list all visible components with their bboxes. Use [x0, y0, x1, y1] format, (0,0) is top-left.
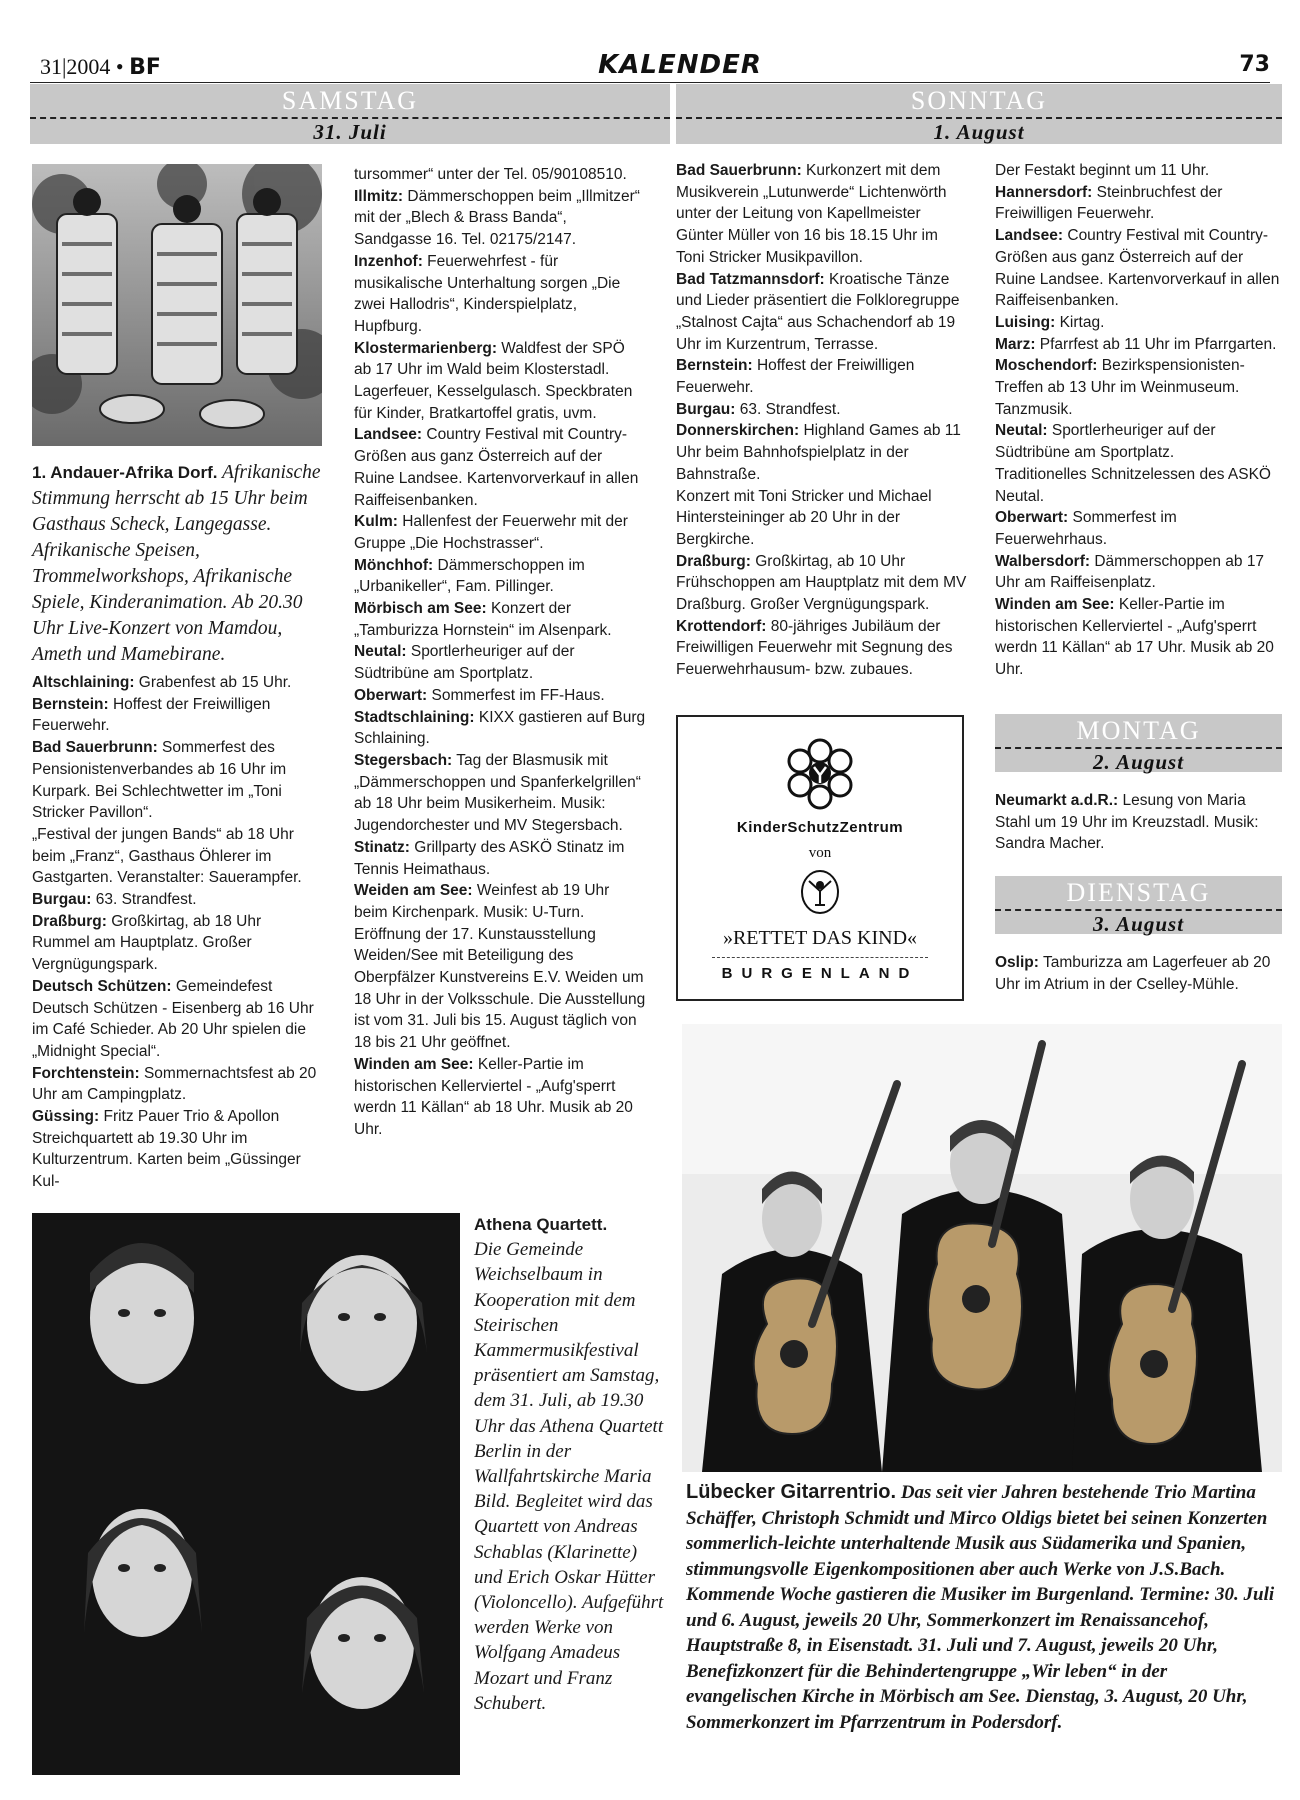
entry-text: tursommer“ unter der Tel. 05/90108510.	[354, 166, 627, 183]
entry-text: „Festival der jungen Bands“ ab 18 Uhr beim „Franz“, Gasthaus Öhlerer im Gastgarten. Veranstalter: Sauerampfer.	[32, 825, 302, 887]
entry-text: Sommerfest im Feuerwehrhaus.	[995, 509, 1177, 548]
entry-text: Weinfest ab 19 Uhr beim Kirchenpark. Musik: U-Turn. Eröffnung der 17. Kunstausstellung Weiden/See mit Beteiligung des Oberpfälzer Kunstvereins E.V. Weiden um 18 Uhr in der Volksschule. Die Ausstellung ist vom 31. Juli bis 15. August täglich von 18 bis 21 Uhr geöffnet.	[354, 882, 646, 1052]
calendar-entry	[354, 837, 646, 880]
caption-title: 1. Andauer-Afrika Dorf.	[32, 463, 218, 482]
entry-place: Hannersdorf:	[995, 183, 1093, 201]
calendar-entry	[995, 594, 1282, 681]
entry-text: Sportlerheuriger auf der Südtribüne am Sportplatz.	[354, 643, 575, 683]
banner-day: MONTAG	[1076, 716, 1201, 745]
entry-text: Kirtag.	[1055, 313, 1105, 331]
calendar-column-sonntag-2	[995, 160, 1282, 681]
entry-text: Tamburizza am Lagerfeuer ab 20 Uhr im Atrium in der Cselley-Mühle.	[995, 954, 1271, 993]
section-title: KALENDER	[598, 50, 762, 80]
calendar-entry	[354, 555, 646, 598]
entry-place: Neutal:	[995, 422, 1048, 440]
entry-text: Fritz Pauer Trio & Apollon Streichquartett ab 19.30 Uhr im Kulturzentrum. Karten beim „Güssinger Kul-	[32, 1108, 301, 1191]
calendar-entry	[32, 824, 322, 889]
entry-text: Großkirtag, ab 10 Uhr Frühschoppen am Hauptplatz mit dem MV Draßburg. Großer Vergnügungspark.	[676, 552, 967, 614]
banner-day: DIENSTAG	[1066, 878, 1211, 907]
calendar-entry	[995, 790, 1282, 855]
calendar-entry	[354, 164, 646, 186]
entry-place: Krottendorf:	[676, 617, 767, 635]
entry-text: Gemeindefest Deutsch Schützen - Eisenberg ab 16 Uhr im Café Schieder. Ab 20 Uhr spielen die „Midnight Special“.	[32, 977, 314, 1060]
day-banner-sonntag	[676, 84, 1282, 144]
calendar-entry	[354, 251, 646, 338]
banner-date: 3. August	[1092, 912, 1185, 936]
entry-place: Altschlaining:	[32, 674, 135, 691]
entry-place: Oberwart:	[995, 509, 1069, 527]
afrika-dorf-photo	[32, 164, 322, 446]
entry-text: Sommerfest im FF-Haus.	[427, 686, 605, 704]
calendar-entry	[354, 1054, 646, 1141]
entry-text: Highland Games ab 11 Uhr beim Bahnhofspielplatz in der Bahnstraße.	[676, 422, 961, 483]
entry-place: Kulm:	[354, 513, 398, 531]
entry-text: Dämmerschoppen beim „Illmitzer“ mit der „Blech & Brass Banda“, Sandgasse 16. Tel. 02175/2147.	[354, 187, 640, 249]
entry-place: Mörbisch am See:	[354, 600, 487, 618]
calendar-entry	[676, 355, 968, 398]
calendar-entry	[995, 225, 1282, 312]
entry-text: Traditionelles Schnitzelessen des ASKÖ Neutal.	[995, 465, 1271, 505]
calendar-entry	[676, 616, 968, 681]
entry-place: Luising:	[995, 313, 1056, 331]
calendar-entry	[676, 160, 968, 269]
calendar-montag-entries	[995, 790, 1282, 855]
entry-text: Country Festival mit Country-Größen aus ganz Österreich auf der Ruine Landsee. Kartenvorverkauf in allen Raiffeisenbanken.	[995, 227, 1280, 310]
page-number: 73	[1239, 52, 1270, 77]
entry-place: Moschendorf:	[995, 357, 1098, 375]
calendar-entry	[32, 737, 322, 824]
entry-place: Winden am See:	[354, 1055, 474, 1073]
caption-title: Lübecker Gitarrentrio.	[686, 1481, 897, 1503]
calendar-entry	[995, 160, 1282, 182]
entry-place: Weiden am See:	[354, 882, 473, 900]
entry-place: Landsee:	[354, 426, 423, 444]
logo-org: »RETTET DAS KIND«	[722, 927, 918, 949]
entry-text: 63. Strandfest.	[735, 400, 841, 418]
entry-text: Der Festakt beginnt um 11 Uhr.	[995, 162, 1210, 179]
calendar-entry	[354, 685, 646, 707]
issue-number: 31|2004 • BF	[40, 54, 161, 80]
entry-place: Bernstein:	[676, 357, 753, 375]
banner-date: 31. Juli	[313, 120, 387, 144]
entry-text: 63. Strandfest.	[91, 891, 197, 909]
trio-caption	[686, 1480, 1276, 1735]
entry-place: Forchtenstein:	[32, 1064, 140, 1082]
calendar-entry	[995, 420, 1282, 463]
entry-text: Sommerfest des Pensionistenverbandes ab 16 Uhr im Kurpark. Bei Schlechtwetter im „Toni Stricker Pavillon“.	[32, 739, 287, 822]
entry-text: Dämmerschoppen ab 17 Uhr am Raiffeisenplatz.	[995, 552, 1265, 592]
entry-text: Hoffest der Freiwilligen Feuerwehr.	[676, 357, 915, 397]
calendar-entry	[995, 312, 1282, 334]
day-banner-samstag	[30, 84, 670, 144]
logo-region: BURGENLAND	[721, 965, 919, 982]
entry-place: Burgau:	[32, 891, 92, 909]
header-rule	[30, 82, 1270, 83]
entry-text: Lesung von Maria Stahl um 19 Uhr im Kreuzstadl. Musik: Sandra Macher.	[995, 792, 1259, 853]
entry-text: Dämmerschoppen im „Urbanikeller“, Fam. Pillinger.	[354, 556, 585, 596]
entry-text: Country Festival mit Country-Größen aus ganz Österreich auf der Ruine Landsee. Kartenvorverkauf in allen Raiffeisenbanken.	[354, 426, 639, 509]
calendar-entry	[32, 1106, 322, 1193]
entry-place: Burgau:	[676, 400, 736, 418]
entry-text: Sportlerheuriger auf der Südtribüne am Sportplatz.	[995, 422, 1216, 462]
calendar-entry	[995, 952, 1282, 995]
calendar-entry	[676, 551, 968, 616]
flower-logo-icon	[780, 735, 860, 815]
calendar-entry	[32, 672, 322, 694]
entry-text: Grabenfest ab 15 Uhr.	[134, 674, 292, 691]
entry-text: Hoffest der Freiwilligen Feuerwehr.	[32, 695, 271, 735]
entry-text: Kurkonzert mit dem Musikverein „Lutunwerde“ Lichtenwörth unter der Leitung von Kapellmeister Günter Müller von 16 bis 18.15 Uhr im Toni Stricker Musikpavillon.	[676, 162, 947, 266]
logo-von: von	[808, 845, 832, 861]
afrika-caption	[32, 460, 322, 668]
calendar-entry	[354, 338, 646, 425]
calendar-entry	[676, 420, 968, 485]
entry-place: Walbersdorf:	[995, 552, 1091, 570]
caption-text: Afrikanische Stimmung herrscht ab 15 Uhr beim Gasthaus Scheck, Langegasse. Afrikanische Speisen, Trommelworkshops, Afrikanische Spiele, Kinderanimation. Ab 20.30 Uhr Live-Konzert von Mamdou, Ameth und Mamebirane.	[32, 462, 321, 665]
banner-date: 1. August	[933, 120, 1025, 144]
entry-place: Deutsch Schützen:	[32, 977, 172, 995]
entry-text: Kroatische Tänze und Lieder präsentiert die Folkloregruppe „Stalnost Cajta“ aus Schachendorf ab 19 Uhr im Kurzentrum, Terrasse.	[676, 270, 960, 353]
calendar-entry	[32, 911, 322, 976]
entry-place: Oslip:	[995, 954, 1039, 971]
caption-title: Athena Quartett.	[474, 1215, 608, 1234]
entry-text: Tag der Blasmusik mit „Dämmerschoppen und Spanferkelgrillen“ ab 18 Uhr beim Musikerheim. Musik: Jugendorchester und MV Stegersbach.	[354, 751, 641, 835]
banner-date: 2. August	[1092, 750, 1185, 774]
entry-place: Stegersbach:	[354, 751, 453, 769]
entry-place: Oberwart:	[354, 686, 428, 704]
calendar-entry	[32, 1063, 322, 1106]
banner-day: SAMSTAG	[281, 86, 419, 115]
calendar-entry	[32, 976, 322, 1063]
entry-place: Stadtschlaining:	[354, 708, 475, 726]
logo-name: KinderSchutzZentrum	[736, 819, 904, 836]
caption-text: Das seit vier Jahren bestehende Trio Martina Schäffer, Christoph Schmidt und Mirco Oldigs bietet bei seinen Konzerten sommerlich-leichte unterhaltende Musik aus Südamerika und Spanien, stimmungsvolle Eigenkompositionen aber auch Werke von J.S.Bach. Kommende Woche gastieren die Musiker im Burgenland. Termine: 30. Juli und 6. August, jeweils 20 Uhr, Sommerkonzert im Renaissancehof, Hauptstraße 8, in Eisenstadt. 31. Juli und 7. August, jeweils 20 Uhr, Benefizkonzert für die Behindertengruppe „Wir leben“ in der evangelischen Kirche in Mörbisch am See. Dienstag, 3. August, 20 Uhr, Sommerkonzert im Pfarrzentrum in Podersdorf.	[686, 1482, 1275, 1733]
entry-text: Konzert mit Toni Stricker und Michael Hintersteininger ab 20 Uhr in der Bergkirche.	[676, 487, 932, 548]
entry-text: Großkirtag, ab 18 Uhr Rummel am Hauptplatz. Großer Vergnügungspark.	[32, 912, 262, 974]
entry-text: Waldfest der SPÖ ab 17 Uhr im Wald beim Klosterstadl. Lagerfeuer, Kesselgulasch. Speckbraten für Kinder, Bratkartoffel gratis, uvm.	[354, 339, 633, 422]
entry-place: Draßburg:	[676, 552, 751, 570]
calendar-column-sonntag-1	[676, 160, 968, 681]
calendar-dienstag-entries	[995, 952, 1282, 995]
entry-place: Donnerskirchen:	[676, 422, 800, 440]
entry-place: Illmitz:	[354, 187, 404, 205]
entry-place: Bernstein:	[32, 695, 109, 713]
calendar-entry	[676, 486, 968, 551]
calendar-entry	[354, 598, 646, 641]
entry-text: Konzert der „Tamburizza Hornstein“ im Alsenpark.	[354, 600, 612, 639]
calendar-entry	[995, 334, 1282, 356]
entry-text: Hallenfest der Feuerwehr mit der Gruppe „Die Hochstrasser“.	[354, 513, 628, 552]
calendar-entry	[354, 707, 646, 750]
entry-place: Winden am See:	[995, 596, 1115, 614]
entry-text: Keller-Partie im historischen Kellerviertel - „Aufg'sperrt werdn 11 Källan“ ab 18 Uhr. Musik ab 20 Uhr.	[354, 1055, 633, 1138]
day-banner-dienstag	[995, 876, 1282, 934]
entry-place: Güssing:	[32, 1108, 100, 1126]
calendar-entry	[354, 424, 646, 511]
athena-quartett-photo	[32, 1213, 460, 1775]
kinderschutzzentrum-ad	[676, 715, 964, 1001]
entry-text: Keller-Partie im historischen Kellerviertel - „Aufg'sperrt werdn 11 Källan“ ab 17 Uhr. Musik ab 20 Uhr.	[995, 596, 1274, 679]
calendar-entry	[995, 464, 1282, 507]
calendar-entry	[354, 880, 646, 1054]
banner-day: SONNTAG	[910, 86, 1048, 115]
entry-text: Grillparty des ASKÖ Stinatz im Tennis Heimathaus.	[354, 838, 625, 878]
entry-text: 80-jähriges Jubiläum der Freiwilligen Feuerwehr mit Segnung des Feuerwehrhausum- bzw. zubaues.	[676, 617, 953, 679]
entry-place: Neumarkt a.d.R.:	[995, 792, 1119, 809]
entry-place: Klostermarienberg:	[354, 339, 497, 357]
day-banner-montag	[995, 714, 1282, 772]
entry-text: Feuerwehrfest - für musikalische Unterhaltung sorgen „Die zwei Hallodris“, Kinderspielplatz, Hupfburg.	[354, 252, 621, 335]
entry-text: Pfarrfest ab 11 Uhr im Pfarrgarten.	[1035, 335, 1277, 353]
calendar-entry	[995, 182, 1282, 225]
entry-place: Marz:	[995, 335, 1036, 353]
calendar-entry	[354, 511, 646, 554]
calendar-column-samstag-1	[32, 672, 322, 1193]
entry-place: Bad Tatzmannsdorf:	[676, 270, 825, 288]
entry-place: Draßburg:	[32, 912, 107, 930]
calendar-entry	[995, 355, 1282, 420]
publication-brand: BF	[129, 55, 161, 80]
entry-text: Steinbruchfest der Freiwilligen Feuerwehr.	[995, 183, 1223, 223]
luebecker-gitarrentrio-photo	[682, 1024, 1282, 1472]
calendar-entry	[32, 694, 322, 737]
entry-place: Stinatz:	[354, 838, 410, 856]
entry-place: Bad Sauerbrunn:	[32, 739, 158, 757]
entry-place: Landsee:	[995, 227, 1064, 245]
calendar-entry	[995, 551, 1282, 594]
calendar-entry	[354, 186, 646, 251]
calendar-entry	[676, 269, 968, 356]
calendar-entry	[354, 750, 646, 837]
entry-place: Bad Sauerbrunn:	[676, 162, 802, 179]
entry-text: Sommernachtsfest ab 20 Uhr am Campingplatz.	[32, 1064, 317, 1104]
caption-text: Die Gemeinde Weichselbaum in Kooperation mit dem Steirischen Kammermusikfestival präsentiert am Samstag, dem 31. Juli, ab 19.30 Uhr das Athena Quartett Berlin in der Wallfahrtskirche Maria Bild. Begleitet wird das Quartett von Andreas Schablas (Klarinette) und Erich Oskar Hütter (Violoncello). Aufgeführt werden Werke von Wolfgang Amadeus Mozart und Franz Schubert.	[474, 1239, 664, 1714]
entry-place: Mönchhof:	[354, 556, 434, 574]
athena-caption	[474, 1212, 664, 1716]
calendar-entry	[32, 889, 322, 911]
child-emblem-icon	[799, 869, 841, 915]
entry-text: KIXX gastieren auf Burg Schlaining.	[354, 708, 646, 748]
calendar-entry	[676, 399, 968, 421]
calendar-entry	[995, 507, 1282, 550]
entry-place: Inzenhof:	[354, 252, 423, 270]
entry-place: Neutal:	[354, 643, 407, 661]
calendar-column-samstag-2	[354, 164, 646, 1141]
entry-text: Bezirkspensionisten-Treffen ab 13 Uhr im Weinmuseum. Tanzmusik.	[995, 357, 1245, 418]
calendar-entry	[354, 641, 646, 684]
